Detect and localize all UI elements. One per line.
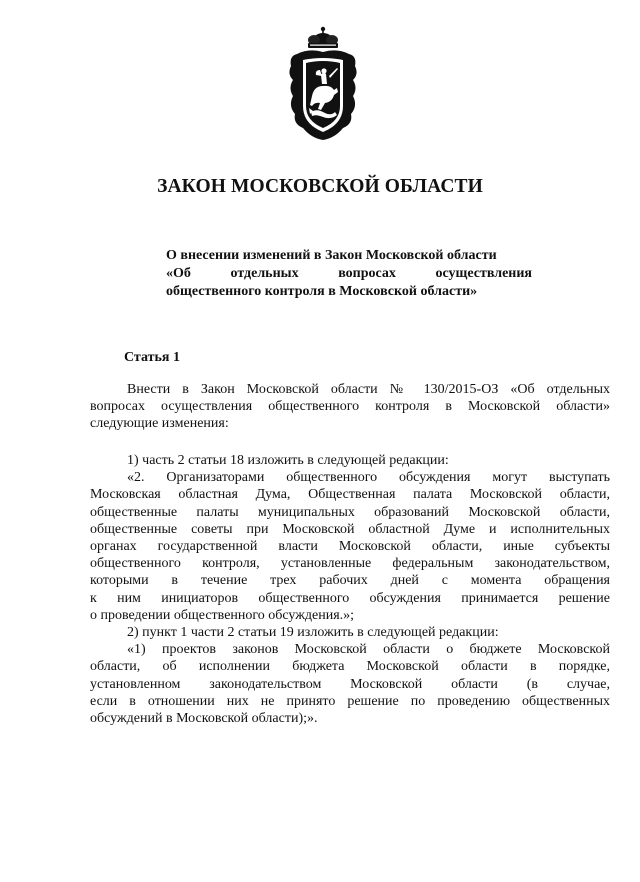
paragraph-line: общественные советы при Московской областной Думе и исполнительных bbox=[90, 521, 610, 537]
paragraph-line: обсуждений в Московской области);». bbox=[90, 711, 318, 727]
amendment-item-2 bbox=[90, 624, 610, 727]
paragraph-line: «2. Организаторами общественного обсуждения могут выступать bbox=[127, 470, 610, 486]
crown-icon bbox=[308, 27, 338, 48]
article-heading: Статья 1 bbox=[124, 350, 180, 365]
paragraph-line: которыми в течение трех рабочих дней с момента обращения bbox=[90, 573, 610, 589]
law-subtitle bbox=[166, 247, 532, 301]
subtitle-line: «Об отдельных вопросах осуществления bbox=[166, 266, 532, 281]
paragraph-line: о проведении общественного обсуждения.»; bbox=[90, 607, 355, 623]
paragraph-line: если в отношении них не принято решение по проведению общественных bbox=[90, 693, 610, 709]
paragraph-line: следующие изменения: bbox=[90, 416, 229, 432]
paragraph-line: 2) пункт 1 части 2 статьи 19 изложить в следующей редакции: bbox=[127, 625, 499, 640]
subtitle-line: О внесении изменений в Закон Московской области bbox=[166, 248, 497, 263]
paragraph-line: 1) часть 2 статьи 18 изложить в следующей редакции: bbox=[127, 453, 449, 468]
paragraph-line: общественного контроля, установленные федеральным законодательством, bbox=[90, 556, 610, 572]
moscow-region-coat-of-arms-icon bbox=[285, 26, 361, 144]
paragraph-line: установленном законодательством Московской области (в случае, bbox=[90, 676, 610, 692]
amendment-item-1 bbox=[90, 452, 610, 624]
paragraph-line: органах государственной власти Московской области, иные субъекты bbox=[90, 539, 610, 555]
paragraph-line: области, об исполнении бюджета Московской области в порядке, bbox=[90, 659, 610, 675]
paragraph-line: «1) проектов законов Московской области о бюджете Московской bbox=[127, 642, 610, 658]
paragraph-line: вопросах осуществления общественного контроля в Московской области» bbox=[90, 399, 610, 415]
paragraph-line: Московская областная Дума, Общественная палата Московской области, bbox=[90, 487, 610, 503]
paragraph-line: к ним инициаторов общественного обсуждения принимается решение bbox=[90, 590, 610, 606]
paragraph-line: Внести в Закон Московской области № 130/2015-ОЗ «Об отдельных bbox=[127, 382, 610, 397]
subtitle-line: общественного контроля в Московской области» bbox=[166, 284, 478, 299]
article-intro bbox=[90, 381, 610, 433]
paragraph-line: общественные палаты муниципальных образований Московской области, bbox=[90, 504, 610, 520]
law-title: ЗАКОН МОСКОВСКОЙ ОБЛАСТИ bbox=[157, 176, 483, 197]
